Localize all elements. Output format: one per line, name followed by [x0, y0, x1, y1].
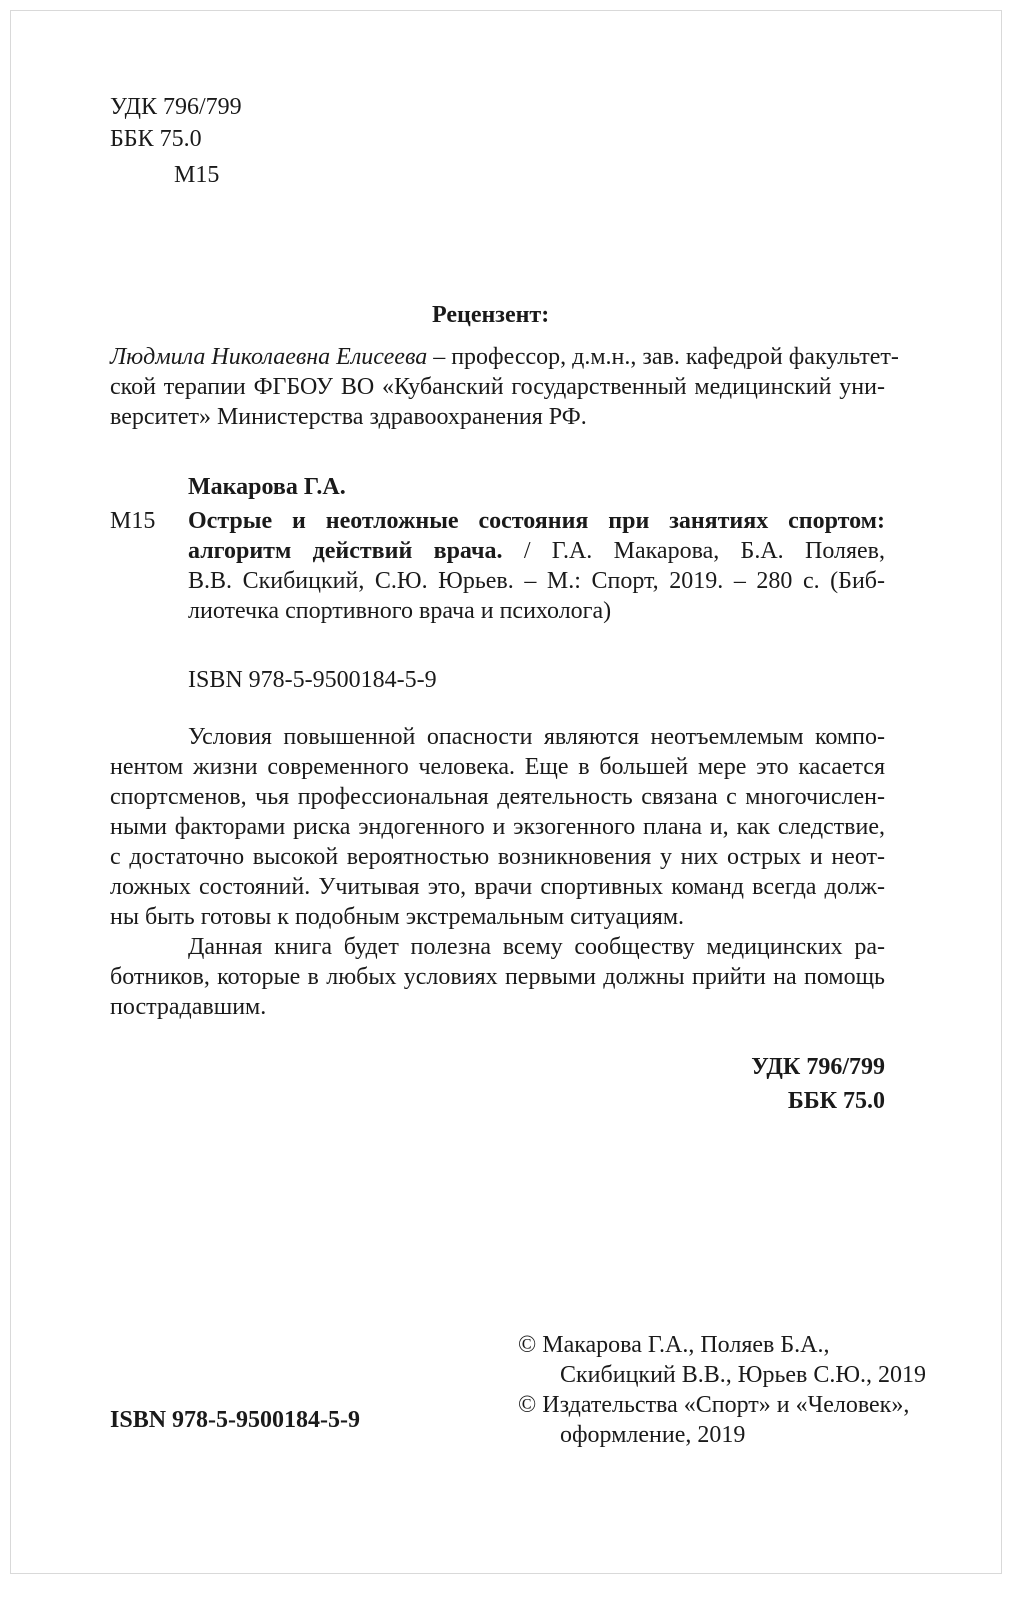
- bib-title-line-1: Острые и неотложные состояния при занятиях спортом:: [188, 508, 885, 534]
- bib-record: [188, 506, 885, 626]
- copyright-line-4: оформление, 2019: [560, 1422, 746, 1448]
- bib-code: М15: [110, 508, 156, 534]
- annotation: [110, 722, 885, 1022]
- reviewer-line-1: – профессор, д.м.н., зав. кафедрой факультет-: [427, 344, 899, 370]
- annotation-p2-line-2: ботников, которые в любых условиях первыми должны прийти на помощь: [110, 964, 885, 990]
- annotation-p1-line-7: ны быть готовы к подобным экстремальным ситуациям.: [110, 904, 685, 930]
- reviewer-name: Людмила Николаевна Елисеева: [110, 344, 428, 370]
- bib-isbn: ISBN 978-5-9500184-5-9: [188, 667, 437, 693]
- bib-line-4: лиотечка спортивного врача и психолога): [188, 598, 612, 624]
- udk-bottom: УДК 796/799: [751, 1054, 885, 1080]
- reviewer-line-2: ской терапии ФГБОУ ВО «Кубанский государственный медицинский уни-: [110, 374, 885, 400]
- bib-line-3: В.В. Скибицкий, С.Ю. Юрьев. – М.: Спорт, 2019. – 280 с. (Биб-: [188, 568, 885, 594]
- annotation-p2-line-3: пострадавшим.: [110, 994, 267, 1020]
- annotation-p1-line-1: Условия повышенной опасности являются неотъемлемым компо-: [188, 724, 885, 750]
- reviewer-heading: Рецензент:: [432, 302, 550, 328]
- copyright-line-1: © Макарова Г.А., Поляев Б.А.,: [518, 1332, 830, 1358]
- annotation-p1-line-6: ложных состояний. Учитывая это, врачи спортивных команд всегда долж-: [110, 874, 885, 900]
- isbn-bottom: ISBN 978-5-9500184-5-9: [110, 1407, 360, 1433]
- reviewer-line-3: верситет» Министерства здравоохранения РФ.: [110, 404, 587, 430]
- udk-top: УДК 796/799: [110, 94, 242, 120]
- copyright-line-2: Скибицкий В.В., Юрьев С.Ю., 2019: [560, 1362, 927, 1388]
- copyright-line-3: © Издательства «Спорт» и «Человек»,: [518, 1392, 910, 1418]
- bbk-bottom: ББК 75.0: [787, 1088, 885, 1114]
- bbk-top: ББК 75.0: [110, 126, 202, 152]
- annotation-p1-line-2: нентом жизни современного человека. Еще в большей мере это касается: [110, 754, 885, 780]
- annotation-p1-line-5: с достаточно высокой вероятностью возникновения у них острых и неот-: [110, 844, 885, 870]
- annotation-p2-line-1: Данная книга будет полезна всему сообществу медицинских ра-: [188, 934, 885, 960]
- bib-title-line-2: алгоритм действий врача.: [188, 538, 503, 564]
- author-code-top: М15: [174, 162, 220, 188]
- bib-authors: / Г.А. Макарова, Б.А. Поляев,: [502, 538, 886, 564]
- bib-author: Макарова Г.А.: [188, 474, 346, 500]
- annotation-p1-line-4: ными факторами риска эндогенного и экзогенного плана и, как следствие,: [110, 814, 885, 840]
- reviewer-block: [110, 342, 899, 432]
- annotation-p1-line-3: спортсменов, чья профессиональная деятельность связана с многочислен-: [110, 784, 885, 810]
